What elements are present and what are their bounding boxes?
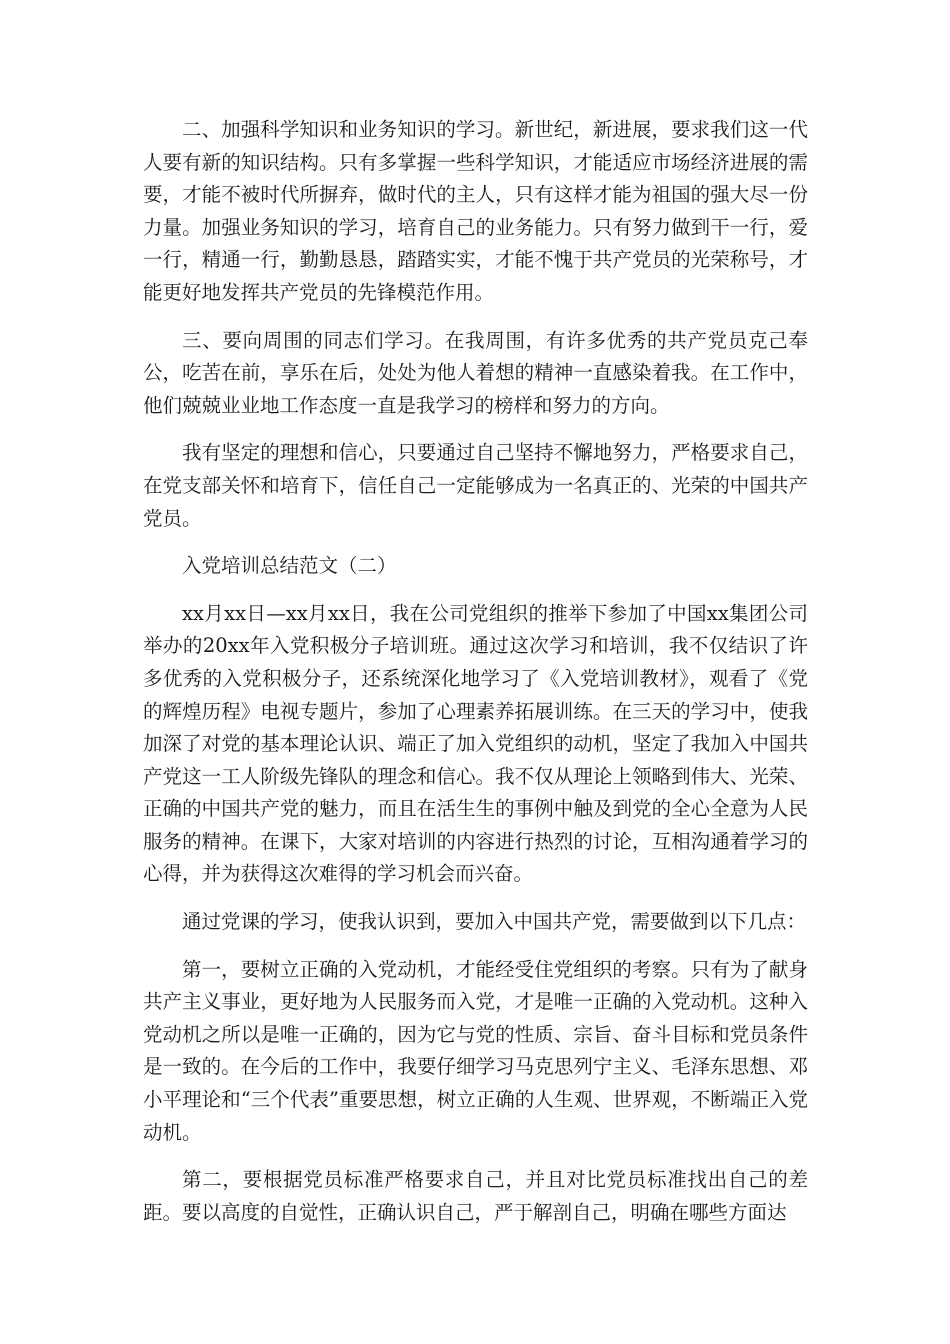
section-heading: 入党培训总结范文（二）: [182, 554, 397, 578]
paragraph-second-point: 第二，要根据党员标准严格要求自己，并且对比党员标准找出自己的差距。要以高度的自觉性，正确认识自己，严于解剖自己，明确在哪些方面达: [143, 1168, 808, 1224]
paragraph-study-knowledge: 二、加强科学知识和业务知识的学习。新世纪，新进展，要求我们这一代人要有新的知识结构。只有多掌握一些科学知识，才能适应市场经济进展的需要，才能不被时代所摒弃，做时代的主人，只有这样才能为祖国的强大尽一份力量。加强业务知识的学习，培育自己的业务能力。只有努力做到干一行，爱一行，精通一行，勤勤恳恳，踏踏实实，才能不愧于共产党员的光荣称号，才能更好地发挥共产党员的先锋模范作用。: [143, 118, 808, 304]
document-body: [143, 114, 808, 1244]
paragraph-requirements-intro: 通过党课的学习，使我认识到，要加入中国共产党，需要做到以下几点：: [182, 910, 807, 934]
paragraph-learn-from-comrades: 三、要向周围的同志们学习。在我周围，有许多优秀的共产党员克己奉公，吃苦在前，享乐在后，处处为他人着想的精神一直感染着我。在工作中，他们兢兢业业地工作态度一直是我学习的榜样和努力的方向。: [143, 328, 808, 417]
paragraph-ideal-and-belief: 我有坚定的理想和信心，只要通过自己坚持不懈地努力，严格要求自己，在党支部关怀和培育下，信任自己一定能够成为一名真正的、光荣的中国共产党员。: [143, 441, 808, 530]
paragraph-first-point: 第一，要树立正确的入党动机，才能经受住党组织的考察。只有为了献身共产主义事业，更好地为人民服务而入党，才是唯一正确的入党动机。这种入党动机之所以是唯一正确的，因为它与党的性质、宗旨、奋斗目标和党员条件是一致的。在今后的工作中，我要仔细学习马克思列宁主义、毛泽东思想、邓小平理论和“三个代表”重要思想，树立正确的人生观、世界观，不断端正入党动机。: [143, 957, 808, 1144]
paragraph-training-summary: xx月xx日—xx月xx日，我在公司党组织的推举下参加了中国xx集团公司举办的20xx年入党积极分子培训班。通过这次学习和培训，我不仅结识了许多优秀的入党积极分子，还系统深化地学习了《入党培训教材》，观看了《党的辉煌历程》电视专题片，参加了心理素养拓展训练。在三天的学习中，使我加深了对党的基本理论认识、端正了加入党组织的动机，坚定了我加入中国共产党这一工人阶级先锋队的理念和信心。我不仅从理论上领略到伟大、光荣、正确的中国共产党的魅力，而且在活生生的事例中触及到党的全心全意为人民服务的精神。在课下，大家对培训的内容进行热烈的讨论，互相沟通着学习的心得，并为获得这次难得的学习机会而兴奋。: [143, 601, 808, 886]
